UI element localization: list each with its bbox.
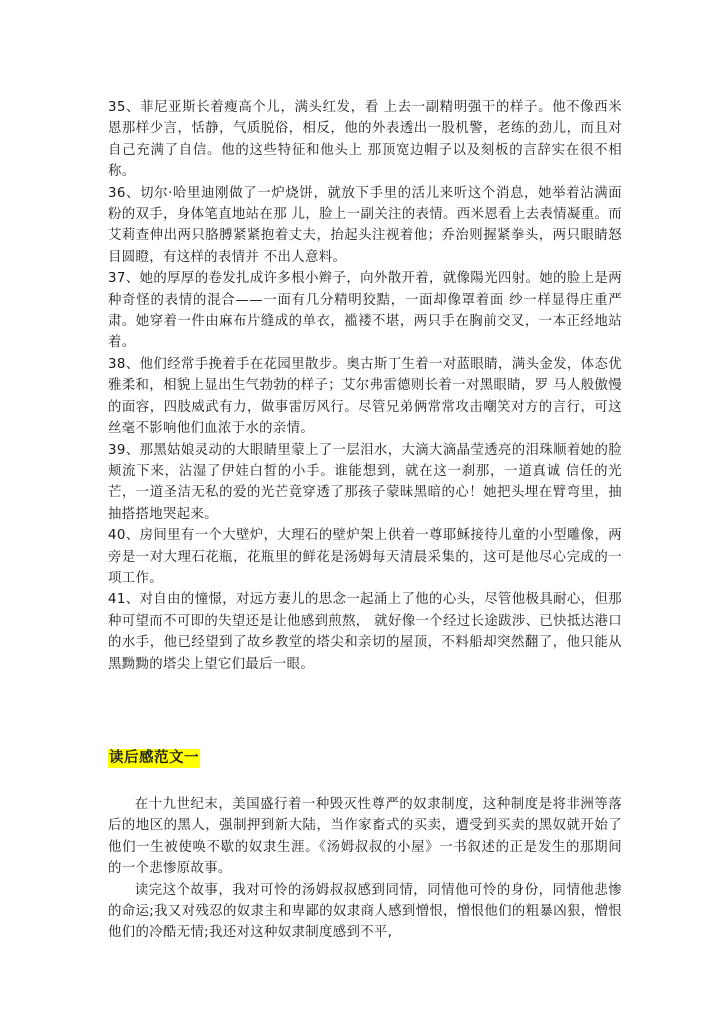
excerpt-paragraph: 38、他们经常手挽着手在花园里散步。奥古斯丁生着一对蓝眼睛，满头金发，体态优雅柔和，相貌上显出生气勃勃的样子；艾尔弗雷德则长着一对黑眼睛，罗 马人般傲慢的面容，四肢威武有力，做事雷厉风行。尽管兄弟俩常常攻击嘲笑对方的言行，可这丝毫不影响他们血浓于水的亲情。 [108, 356, 622, 437]
excerpt-paragraph: 40、房间里有一个大壁炉，大理石的壁炉架上供着一尊耶稣接待儿童的小型雕像，两 旁是一对大理石花瓶，花瓶里的鲜花是汤姆每天清晨采集的，这可是他尽心完成的一项工作。 [108, 528, 622, 586]
section-heading: 读后感范文一 [109, 750, 199, 766]
excerpt-paragraph: 41、对自由的憧憬，对远方妻儿的思念一起涌上了他的心头，尽管他极具耐心，但那种可望而不可即的失望还是让他感到煎熬， 就好像一个经过长途跋涉、已快抵达港口的水手，他已经望到了故乡教堂的塔尖和亲切的屋顶，不料船却突然翻了，他只能从黑黝黝的塔尖上望它们最后一眼。 [108, 592, 622, 672]
excerpt-paragraph: 36、切尔·哈里迪刚做了一炉烧饼，就放下手里的活儿来听这个消息，她举着沾满面粉的双手，身体笔直地站在那 儿，脸上一副关注的表情。西米恩看上去表情凝重。而艾莉查伸出两只胳膊紧紧抱着丈夫，抬起头注视着他；乔治则握紧拳头，两只眼睛怒目圆瞪，有这样的表情并 不出人意料。 [108, 185, 622, 265]
excerpt-paragraph: 37、她的厚厚的卷发扎成许多根小辫子，向外散开着，就像陽光四射。她的脸上是两种奇怪的表情的混合——一面有几分精明狡黠，一面却像罩着面 纱一样显得庄重严肃。她穿着一件由麻布片缝成的单衣，褴褛不堪，两只手在胸前交叉，一本正经地站着。 [108, 271, 622, 351]
excerpt-paragraph: 35、菲尼亚斯长着瘦高个儿，满头红发，看 上去一副精明强干的样子。他不像西米恩那样少言，恬静，气质脱俗，相反，他的外表透出一股机警，老练的劲儿，而且对自己充满了自信。他的这些特征和他头上 那顶宽边帽子以及刻板的言辞实在很不相称。 [108, 100, 622, 180]
excerpt-list [108, 97, 622, 675]
essay-paragraph: 在十九世纪末，美国盛行着一种毁灭性尊严的奴隶制度，这种制度是将非洲等落后的地区的黑人，强制押到新大陆，当作家畜式的买卖，遭受到买卖的黑奴就开始了他们一生被使唤不歇的奴隶生涯。《汤姆叔叔的小屋》一书叙述的正是发生的那期间的一个悲惨原故事。 [108, 797, 622, 877]
excerpt-paragraph: 39、那黑姑娘灵动的大眼睛里蒙上了一层泪水，大滴大滴晶莹透亮的泪珠顺着她的脸颊流下来，沾湿了伊娃白皙的小手。谁能想到，就在这一刹那，一道真诚 信任的光芒，一道圣洁无私的爱的光芒竟穿透了那孩子蒙昧黑暗的心！她把头埋在臂弯里，抽抽搭搭地哭起来。 [108, 442, 622, 522]
essay-paragraph: 读完这个故事，我对可怜的汤姆叔叔感到同情，同情他可怜的身份，同情他悲惨的命运;我又对残忍的奴隶主和卑鄙的奴隶商人感到憎恨，憎恨他们的粗暴凶狠，憎恨他们的冷酷无情;我还对这种奴隶制度感到不平, [108, 882, 622, 941]
essay-body [108, 794, 622, 944]
